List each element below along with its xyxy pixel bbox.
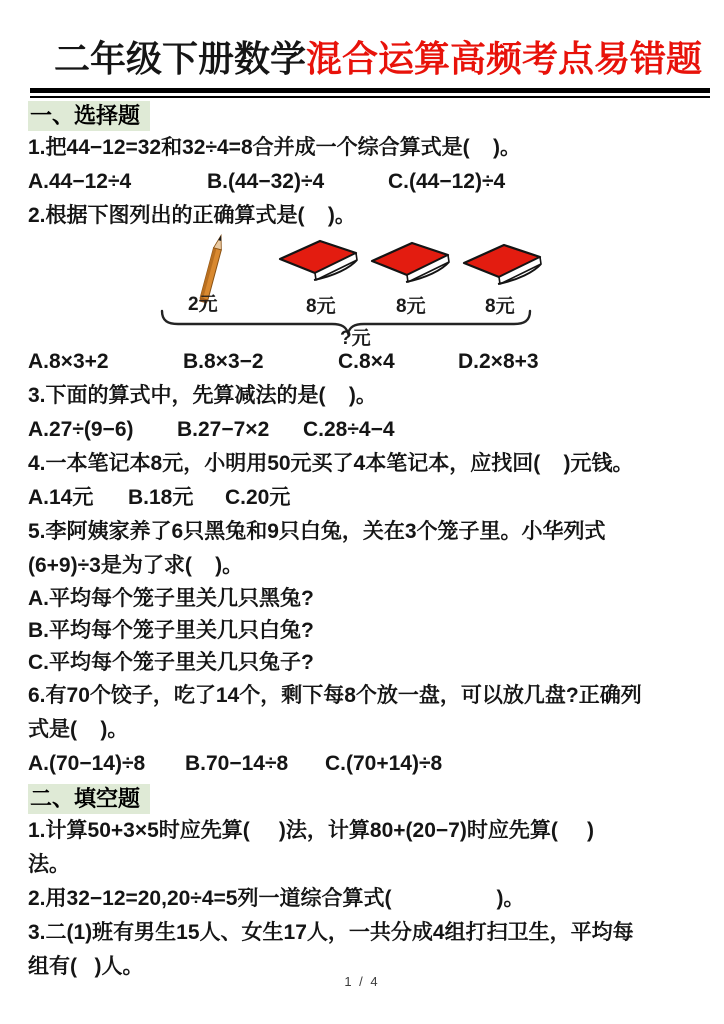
- fill-3-text: 组有( )人。: [28, 955, 144, 978]
- question-5-text: (6+9)÷3是为了求( )。: [28, 554, 244, 577]
- fill-3-text: 3.二(1)班有男生15人、女生17人，一共分成4组打扫卫生，平均每: [28, 921, 634, 944]
- question-6-text: 6.有70个饺子，吃了14个，剩下每8个放一盘，可以放几盘?正确列: [28, 684, 642, 707]
- question-6-options: [28, 747, 710, 781]
- question-3-text: 3.下面的算式中，先算减法的是( )。: [28, 384, 377, 407]
- pencil-price-label: 2元: [188, 294, 218, 315]
- section-header-fill-blank: 二、填空题: [28, 784, 150, 814]
- book-price-label: 8元: [306, 296, 336, 317]
- section-2: [28, 781, 710, 984]
- fill-2-text: 2.用32−12=20,20÷4=5列一道综合算式( )。: [28, 887, 525, 910]
- book-icon: [280, 241, 357, 280]
- title-underline-thick: [30, 88, 710, 93]
- book-price-label: 8元: [396, 296, 426, 317]
- question-4-text: 4.一本笔记本8元，小明用50元买了4本笔记本，应找回( )元钱。: [28, 452, 634, 475]
- option: C.28÷4−4: [303, 418, 395, 441]
- doc-title-red: 混合运算高频考点易错题: [306, 38, 703, 79]
- option: B.70−14÷8: [185, 752, 289, 775]
- option: B.18元: [128, 486, 194, 509]
- question-5-option-b: B.平均每个笼子里关几只白兔?: [28, 619, 314, 642]
- book-price-label: 8元: [485, 296, 515, 317]
- fill-1-text: 1.计算50+3×5时应先算( )法，计算80+(20−7)时应先算( ): [28, 819, 594, 842]
- fill-1-text: 法。: [28, 853, 70, 876]
- option: A.44−12÷4: [28, 170, 132, 193]
- section-1: [28, 98, 710, 781]
- question-2-options: [28, 345, 710, 379]
- doc-title: [54, 36, 710, 82]
- question-3-options: [28, 413, 710, 447]
- question-6-text: 式是( )。: [28, 718, 129, 741]
- option: B.27−7×2: [177, 418, 270, 441]
- book-icon: [464, 245, 541, 284]
- question-4-options: [28, 481, 710, 515]
- option: D.2×8+3: [458, 350, 539, 373]
- option: A.8×3+2: [28, 350, 109, 373]
- option: A.14元: [28, 486, 94, 509]
- option: B.(44−32)÷4: [207, 170, 325, 193]
- option: C.8×4: [338, 350, 395, 373]
- question-1-options: [28, 165, 710, 199]
- page-number: 1 / 4: [344, 974, 380, 989]
- doc-title-black: 二年级下册数学: [54, 38, 307, 79]
- question-2-figure: [138, 233, 658, 349]
- option: A.(70−14)÷8: [28, 752, 146, 775]
- question-5-text: 5.李阿姨家养了6只黑兔和9只白兔，关在3个笼子里。小华列式: [28, 520, 606, 543]
- total-price-label: ?元: [340, 328, 371, 349]
- option: C.(44−12)÷4: [388, 170, 506, 193]
- question-5-option-a: A.平均每个笼子里关几只黑兔?: [28, 587, 314, 610]
- option: C.20元: [225, 486, 291, 509]
- book-icon: [372, 243, 449, 282]
- option: B.8×3−2: [183, 350, 264, 373]
- question-5-option-c: C.平均每个笼子里关几只兔子?: [28, 651, 314, 674]
- question-1-text: 1.把44−12=32和32÷4=8合并成一个综合算式是( )。: [28, 136, 521, 159]
- question-2-text: 2.根据下图列出的正确算式是( )。: [28, 204, 356, 227]
- section-header-choice: 一、选择题: [28, 101, 150, 131]
- option: C.(70+14)÷8: [325, 752, 443, 775]
- option: A.27÷(9−6): [28, 418, 134, 441]
